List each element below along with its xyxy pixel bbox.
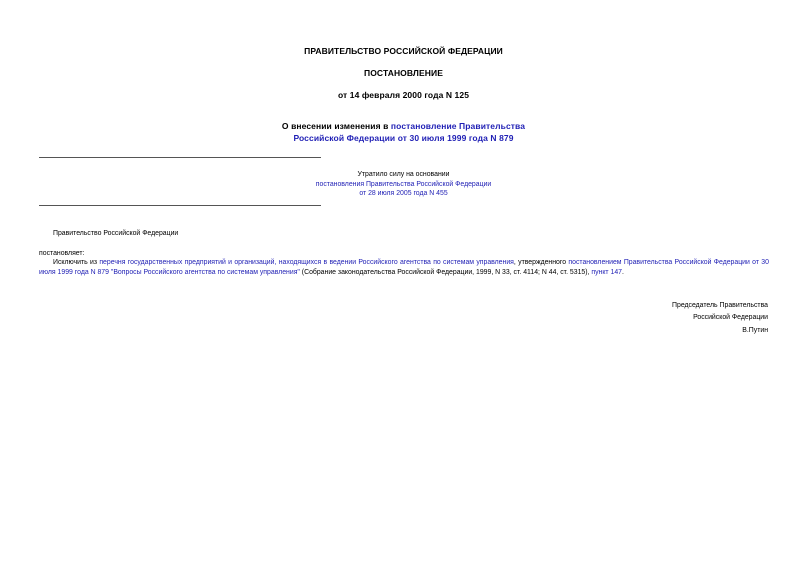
decrees-text: постановляет: bbox=[39, 250, 85, 257]
signature-block bbox=[672, 300, 768, 337]
repeal-notice-link-date[interactable]: от 28 июля 2005 года N 455 bbox=[359, 190, 448, 198]
document-title bbox=[0, 121, 807, 144]
notice-bottom-rule bbox=[39, 205, 321, 206]
notice-top-rule bbox=[39, 157, 321, 158]
repeal-notice bbox=[300, 170, 507, 199]
para-link-decree[interactable]: постановлением Правительства Российской Федерации от 30 июля 1999 года N 879 "Вопросы Российского агентства по системам управления" bbox=[39, 259, 769, 277]
signature-country: Российской Федерации bbox=[693, 314, 768, 322]
title-prefix: О внесении изменения в bbox=[281, 121, 391, 131]
para-start: Исключить из bbox=[53, 259, 100, 266]
government-heading: ПРАВИТЕЛЬСТВО РОССИЙСКОЙ ФЕДЕРАЦИИ bbox=[304, 46, 503, 56]
para-end: . bbox=[622, 269, 624, 277]
para-link-item[interactable]: пункт 147 bbox=[591, 269, 623, 277]
title-link-decree[interactable]: постановление Правительства bbox=[390, 121, 526, 131]
repeal-notice-text: Утратило силу на основании bbox=[357, 171, 450, 178]
signature-position: Председатель Правительства bbox=[672, 302, 768, 309]
main-paragraph bbox=[39, 258, 769, 279]
para-mid2: (Собрание законодательства Российской Федерации, 1999, N 33, ст. 4114; N 44, ст. 5315), bbox=[299, 269, 592, 277]
doc-type-heading: ПОСТАНОВЛЕНИЕ bbox=[364, 68, 443, 78]
para-mid: , утвержденного bbox=[513, 259, 569, 266]
issuer-text: Правительство Российской Федерации bbox=[53, 230, 179, 237]
repeal-notice-link[interactable]: постановления Правительства Российской Федерации bbox=[315, 180, 492, 188]
title-link-decree-cont[interactable]: Российской Федерации от 30 июля 1999 года N 879 bbox=[293, 132, 514, 143]
para-link-list[interactable]: перечня государственных предприятий и организаций, находящихся в ведении Российского агентства по системам управления bbox=[99, 259, 514, 266]
signature-name: В.Путин bbox=[742, 326, 768, 334]
date-number-heading: от 14 февраля 2000 года N 125 bbox=[337, 90, 470, 100]
